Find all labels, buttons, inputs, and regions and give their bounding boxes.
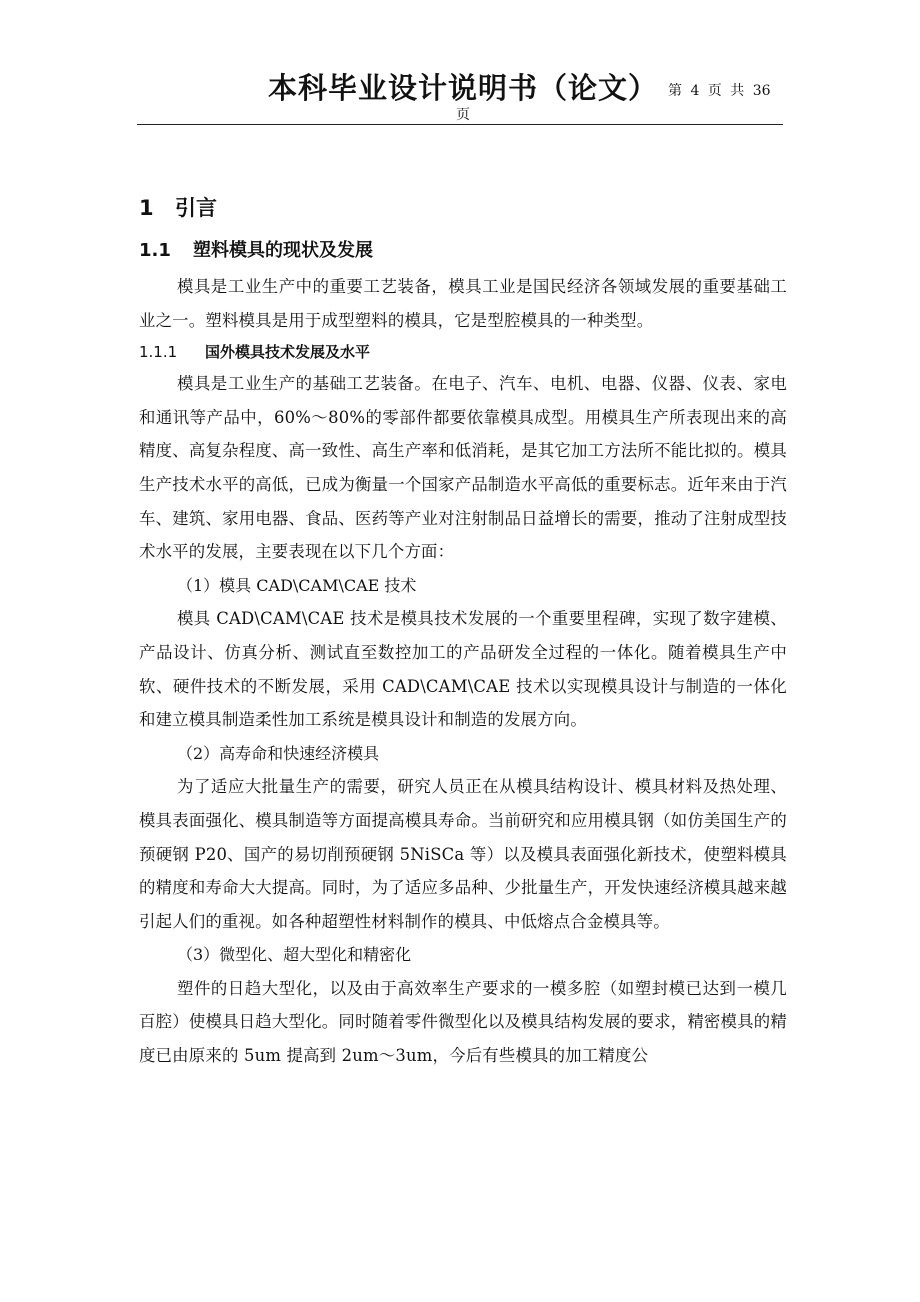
main-content [139,188,787,1073]
paragraph: 模具是工业生产的基础工艺装备。在电子、汽车、电机、电器、仪器、仪表、家电和通讯等产品中，60%～80%的零部件都要依靠模具成型。用模具生产所表现出来的高精度、高复杂程度、高一致性、高生产率和低消耗，是其它加工方法所不能比拟的。模具生产技术水平的高低，已成为衡量一个国家产品制造水平高低的重要标志。近年来由于汽车、建筑、家用电器、食品、医药等产业对注射制品日益增长的需要，推动了注射成型技术水平的发展，主要表现在以下几个方面： [139,374,787,562]
list-item-heading: （3）微型化、超大型化和精密化 [177,945,412,965]
section-title: 塑料模具的现状及发展 [193,240,373,261]
paragraph: 模具 CAD\CAM\CAE 技术是模具技术发展的一个重要里程碑，实现了数字建模、产品设计、仿真分析、测试直至数控加工的产品研发全过程的一体化。随着模具生产中软、硬件技术的不断发展，采用 CAD\CAM\CAE 技术以实现模具设计与制造的一体化和建立模具制造柔性加工系统是模具设计和制造的发展方向。 [139,609,787,730]
header-divider [137,124,783,125]
page-number: 第 4 页 共 36 [668,83,771,99]
paragraph: 塑件的日趋大型化，以及由于高效率生产要求的一模多腔（如塑封模已达到一模几百腔）使模具日趋大型化。同时随着零件微型化以及模具结构发展的要求，精密模具的精度已由原来的 5um 提高到 2um～3um，今后有些模具的加工精度公 [139,978,787,1066]
subsection-heading [139,337,787,367]
paragraph: 为了适应大批量生产的需要，研究人员正在从模具结构设计、模具材料及热处理、模具表面强化、模具制造等方面提高模具寿命。当前研究和应用模具钢（如仿美国生产的预硬钢 P20、国产的易切削预硬钢 5NiSCa 等）以及模具表面强化新技术，使塑料模具的精度和寿命大大提高。同时，为了适应多品种、少批量生产，开发快速经济模具越来越引起人们的重视。如各种超塑性材料制作的模具、中低熔点合金模具等。 [139,777,787,931]
list-item-heading: （1）模具 CAD\CAM\CAE 技术 [177,575,417,595]
page-number-wrap: 页 [456,107,470,123]
subsection-number: 1.1.1 [139,343,178,362]
section-heading [139,232,787,270]
chapter-heading [139,188,787,228]
header-title: 本科毕业设计说明书（论文） [268,71,659,105]
paragraph: 模具是工业生产中的重要工艺装备，模具工业是国民经济各领域发展的重要基础工业之一。塑料模具是用于成型塑料的模具，它是型腔模具的一种类型。 [139,277,787,330]
section-number: 1.1 [139,240,171,261]
subsection-title: 国外模具技术发展及水平 [205,343,371,362]
list-item-heading: （2）高寿命和快速经济模具 [177,743,380,763]
chapter-title: 引言 [175,196,217,220]
chapter-number: 1 [139,196,154,220]
